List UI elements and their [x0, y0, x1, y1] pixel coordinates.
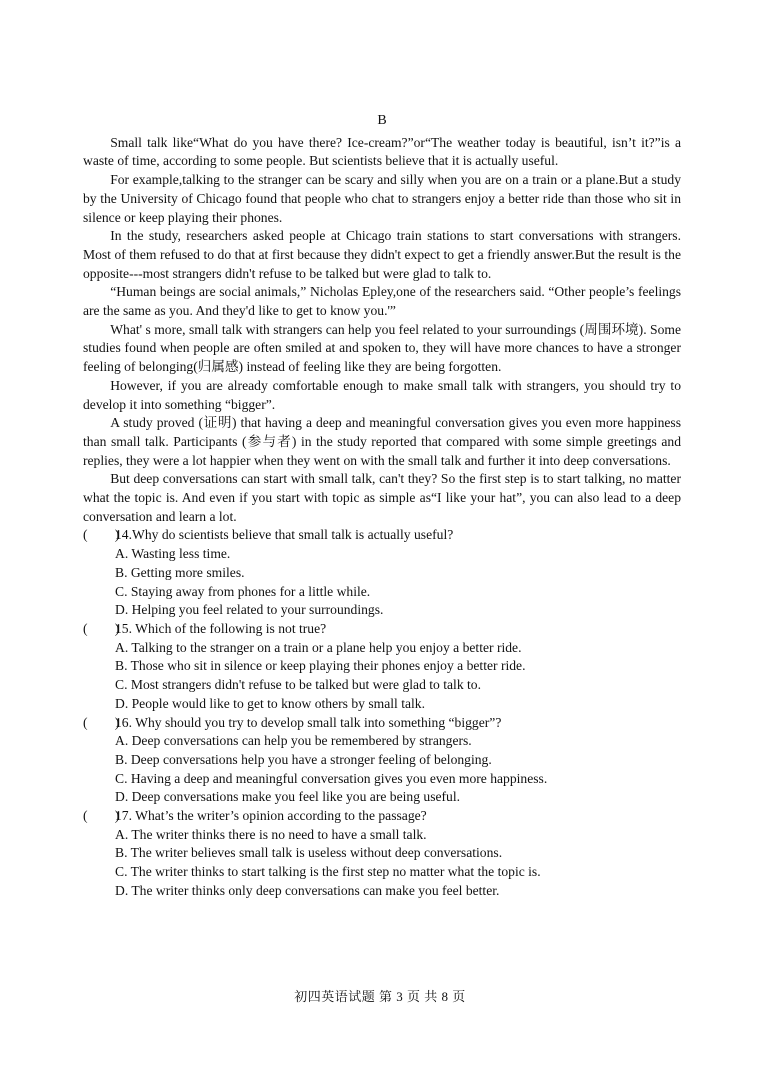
option-a: A. Deep conversations can help you be remembered by strangers. [115, 733, 472, 749]
option-b: B. Those who sit in silence or keep playing their phones enjoy a better ride. [115, 658, 526, 674]
paragraph: Small talk like“What do you have there? Ice-cream?”or“The weather today is beautiful, isn’t it?”is a waste of time, according to some people. But scientists believe that it is actually useful. [83, 134, 681, 169]
question-text: 16. Why should you try to develop small talk into something “bigger”? [115, 714, 502, 730]
question-16 [83, 714, 681, 808]
page-footer: 初四英语试题 第 3 页 共 8 页 [294, 989, 466, 1004]
option-d: D. The writer thinks only deep conversations can make you feel better. [115, 882, 500, 898]
question-14 [83, 526, 681, 620]
option-d: D. Helping you feel related to your surroundings. [115, 602, 384, 618]
question-text: 15. Which of the following is not true? [115, 620, 327, 636]
option-a: A. Talking to the stranger on a train or a plane help you enjoy a better ride. [115, 639, 522, 655]
answer-blank: ( ) [83, 808, 120, 824]
paragraph: For example,talking to the stranger can be scary and silly when you are on a train or a plane.But a study by the University of Chicago found that people who chat to strangers enjoy a better ride than those who sit in silence or keep playing their phones. [83, 172, 681, 225]
paragraph: What' s more, small talk with strangers can help you feel related to your surroundings (周围环境). Some studies found when people are often smiled at and spoken to, they will have more chances to have a stronger feeling of belonging(归属感) instead of feeling like they are being forgotten. [83, 321, 681, 375]
answer-blank: ( ) [83, 714, 120, 730]
question-15 [83, 620, 681, 714]
option-b: B. Deep conversations help you have a stronger feeling of belonging. [115, 751, 492, 767]
passage [83, 134, 681, 527]
question-text: 17. What’s the writer’s opinion according to the passage? [115, 808, 427, 824]
option-c: C. Most strangers didn't refuse to be talked but were glad to talk to. [115, 677, 482, 693]
question-text: 14.Why do scientists believe that small talk is actually useful? [115, 527, 454, 543]
paragraph: A study proved (证明) that having a deep and meaningful conversation gives you even more happiness than small talk. Participants (参与者) in the study reported that compared with some simple greetings and replies, they were a lot happier when they went on with the small talk and further it into deep conversations. [83, 415, 681, 468]
option-c: C. Having a deep and meaningful conversation gives you even more happiness. [115, 770, 548, 786]
option-a: A. Wasting less time. [115, 546, 231, 562]
paragraph: In the study, researchers asked people at Chicago train stations to start conversations with strangers. Most of them refused to do that at first because they didn't expect to get a friendly answer.But the result is the opposite---most strangers didn't refuse to be talked but were glad to talk to. [83, 228, 681, 281]
answer-blank: ( ) [83, 527, 120, 543]
option-d: D. Deep conversations make you feel like you are being useful. [115, 789, 461, 805]
section-title: B [377, 113, 387, 128]
answer-blank: ( ) [83, 620, 120, 636]
document-page [83, 112, 681, 901]
question-17 [83, 807, 681, 901]
option-c: C. The writer thinks to start talking is the first step no matter what the topic is. [115, 864, 541, 880]
paragraph: “Human beings are social animals,” Nicholas Epley,one of the researchers said. “Other people’s feelings are the same as you. And they'd like to get to know you.'” [83, 284, 681, 319]
option-b: B. Getting more smiles. [115, 564, 245, 580]
option-b: B. The writer believes small talk is useless without deep conversations. [115, 845, 503, 861]
paragraph: But deep conversations can start with small talk, can't they? So the first step is to start talking, no matter what the topic is. And even if you start with topic as simple as“I like your hat”, you can also lead to a deep conversation and learn a lot. [83, 471, 681, 524]
paragraph: However, if you are already comfortable enough to make small talk with strangers, you should try to develop it into something “bigger”. [83, 377, 681, 412]
option-a: A. The writer thinks there is no need to have a small talk. [115, 826, 427, 842]
option-c: C. Staying away from phones for a little while. [115, 583, 371, 599]
questions [83, 526, 681, 900]
option-d: D. People would like to get to know others by small talk. [115, 695, 425, 711]
